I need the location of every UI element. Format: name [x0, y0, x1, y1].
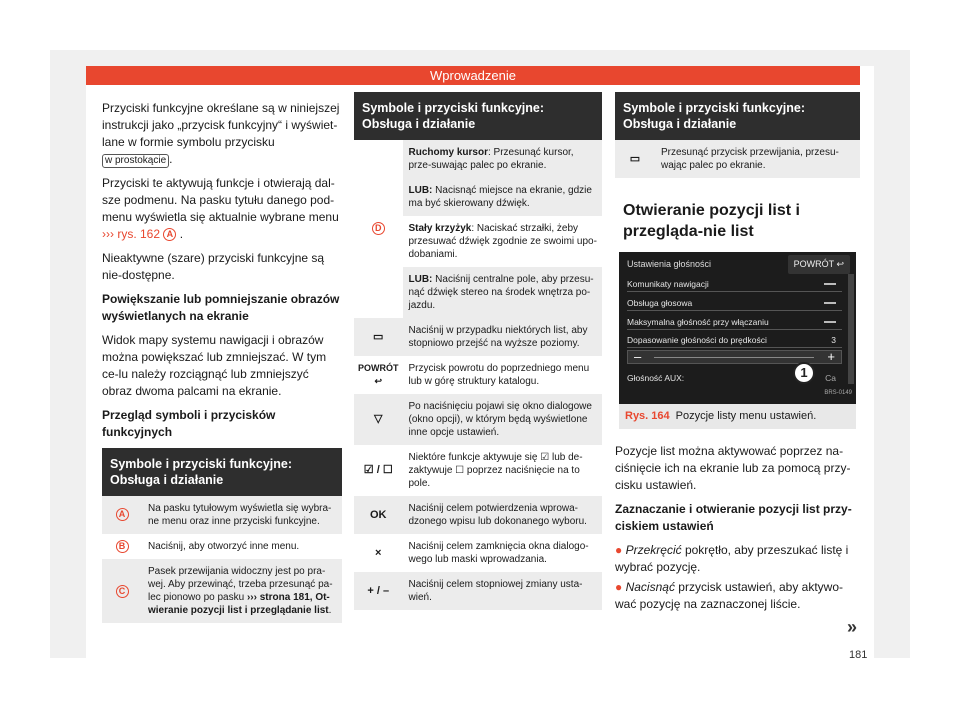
page-link[interactable]: ››› strona 181, Ot-wieranie pozycji list i przeglądanie list — [148, 592, 330, 617]
callout-a-icon: A — [163, 228, 176, 241]
paragraph-lists: Pozycje list można aktywować poprzez na-ciśnięcie ich na ekranie lub za pomocą przy-cisku ustawień. — [615, 444, 851, 492]
table-row: ☑ / ☐ Niektóre funkcje aktywuje się ☑ lub de-zaktywuje ☐ poprzez naciśnięcie na to pole. — [354, 445, 602, 496]
settings-screenshot — [619, 252, 856, 404]
checkbox-icon: ☑ / ☐ — [363, 464, 393, 476]
table1-title: Symbole i przyciski funkcyjne: Obsługa i działanie — [102, 448, 342, 496]
column-middle — [354, 92, 602, 610]
screen-list-item[interactable]: Obsługa głosowa — [627, 295, 842, 311]
table-row: × Naciśnij celem zamknięcia okna dialogo-wego lub maski wprowadzania. — [354, 534, 602, 572]
section-title-lists: Otwieranie pozycji list i przegląda-nie list — [623, 202, 800, 240]
scroll-button-icon: ▭ — [615, 140, 655, 178]
callout-b-icon: B — [116, 540, 129, 553]
table-row: ▭ Przesunąć przycisk przewijania, przesu-wając palec po ekranie. — [615, 140, 860, 178]
callout-1-icon: 1 — [793, 362, 815, 384]
table-row: C Pasek przewijania widoczny jest po pra-wej. Aby przewinąć, trzeba przesunąć pa-lec pionowo po pasku ››› strona 181, Ot-wieranie pozycji list i przeglądanie list. — [102, 559, 342, 623]
table-row: Stały krzyżyk: Naciskać strzałki, żeby przesuwać dźwięk zgodnie ze swoimi upo-dobaniami. — [408, 223, 597, 260]
table3-title: Symbole i przyciski funkcyjne: Obsługa i działanie — [615, 92, 860, 140]
plus-minus-icon: + / – — [354, 572, 403, 610]
next-page-icon: » — [847, 617, 858, 637]
paragraph-submenu: Przyciski te aktywują funkcje i otwierają dal-sze podmenu. Na pasku tytułu danego pod-menu wyświetla się aktualnie wybrane menu ››› rys. 162 A . — [102, 176, 339, 241]
bullet-item: ● Nacisnąć przycisk ustawień, aby aktywo-wać pozycję na zaznaczonej liście. — [615, 580, 844, 611]
level-indicator-icon — [824, 321, 836, 323]
table3 — [615, 140, 860, 178]
plus-icon[interactable]: + — [827, 349, 835, 364]
column-right — [615, 92, 860, 620]
screen-title: Ustawienia głośności — [627, 259, 712, 269]
table-row: POWRÓT ↩ Przycisk powrotu do poprzedniego menu lub w górę struktury katalogu. — [354, 356, 602, 394]
figure-code: BRS-0149 — [824, 390, 852, 396]
paragraph-inactive: Nieaktywne (szare) przyciski funkcyjne są nie-dostępne. — [102, 251, 325, 282]
screen-back-button[interactable]: POWRÓT ↩ — [788, 255, 850, 274]
table-row: OK Naciśnij celem potwierdzenia wprowa-dzonego wpisu lub dokonanego wyboru. — [354, 496, 602, 534]
screen-list-item[interactable]: Głośność AUX: Ca — [627, 373, 836, 383]
table1 — [102, 496, 342, 623]
dropdown-triangle-icon: ▽ — [354, 394, 403, 445]
figure-caption: Rys. 164 Pozycje listy menu ustawień. — [619, 404, 856, 429]
bullet-icon: ● — [615, 543, 623, 557]
table-row: ▭ Naciśnij w przypadku niektórych list, aby stopniowo przejść na wyższe poziomy. — [354, 318, 602, 356]
table-row: LUB: Nacisnąć miejsce na ekranie, gdzie ma być skierowany dźwięk. — [354, 178, 602, 216]
heading-zoom: Powiększanie lub pomniejszanie obrazów wyświetlanych na ekranie — [102, 292, 340, 323]
close-icon: × — [375, 546, 382, 559]
table-row: B Naciśnij, aby otworzyć inne menu. — [102, 534, 342, 559]
table-row: + / – Naciśnij celem stopniowej zmiany usta-wień. — [354, 572, 602, 610]
rect-label-sample: w prostokącie — [102, 154, 169, 168]
bullet-icon: ● — [615, 580, 623, 594]
table2 — [354, 140, 602, 610]
table-row: ▽ Po naciśnięciu pojawi się okno dialogowe (okno opcji), w którym będą wyświetlone inne opcje ustawień. — [354, 394, 602, 445]
table-row: LUB: Naciśnij centralne pole, aby przesu-nąć dźwięk stereo na środek wnętrza po-jazdu. — [354, 267, 602, 318]
callout-d-icon: D — [372, 222, 385, 235]
column-left — [102, 100, 342, 623]
list-level-icon: ▭ — [354, 318, 403, 356]
figure-link[interactable]: ››› rys. 162 — [102, 227, 161, 241]
screen-list-item[interactable]: Komunikaty nawigacji — [627, 276, 842, 292]
chapter-header: Wprowadzenie — [86, 66, 860, 85]
heading-select: Zaznaczanie i otwieranie pozycji list przy-ciskiem ustawień — [615, 502, 852, 533]
slider-track — [654, 357, 814, 358]
minus-icon[interactable]: – — [634, 349, 642, 364]
table2-title: Symbole i przyciski funkcyjne: Obsługa i działanie — [354, 92, 602, 140]
screen-scrollbar[interactable] — [848, 274, 854, 384]
page-number: 181 — [849, 649, 868, 661]
paragraph-intro: Przyciski funkcyjne określane są w niniejszej instrukcji jako „przycisk funkcyjny“ i wyświet-lane w formie symbolu przycisku w prostokącie . — [102, 101, 340, 166]
ok-icon: OK — [354, 496, 403, 534]
heading-overview: Przegląd symboli i przycisków funkcyjnych — [102, 408, 276, 439]
level-indicator-icon — [824, 283, 836, 285]
speed-volume-slider[interactable] — [627, 350, 842, 364]
callout-a-icon: A — [116, 508, 129, 521]
level-indicator-icon — [824, 302, 836, 304]
bullet-item: ● Przekręcić pokrętło, aby przeszukać listę i wybrać pozycję. — [615, 543, 849, 574]
callout-c-icon: C — [116, 585, 129, 598]
screen-list-item[interactable]: Maksymalna głośność przy włączaniu — [627, 314, 842, 330]
screen-list-item[interactable]: Dopasowanie głośności do prędkości 3 — [627, 332, 842, 348]
paragraph-zoom: Widok mapy systemu nawigacji i obrazów można powiększać lub zmniejszać. W tym ce-lu należy rozciągnąć lub zmniejszyć obraz dwoma palcami na ekranie. — [102, 333, 327, 398]
table-row: D Ruchomy kursor: Przesunąć kursor, prze-suwając palec po ekranie. — [354, 140, 602, 178]
table-row: A Na pasku tytułowym wyświetla się wybra-ne menu oraz inne przyciski funkcyjne. — [102, 496, 342, 534]
back-button-icon: POWRÓT ↩ — [358, 363, 399, 386]
